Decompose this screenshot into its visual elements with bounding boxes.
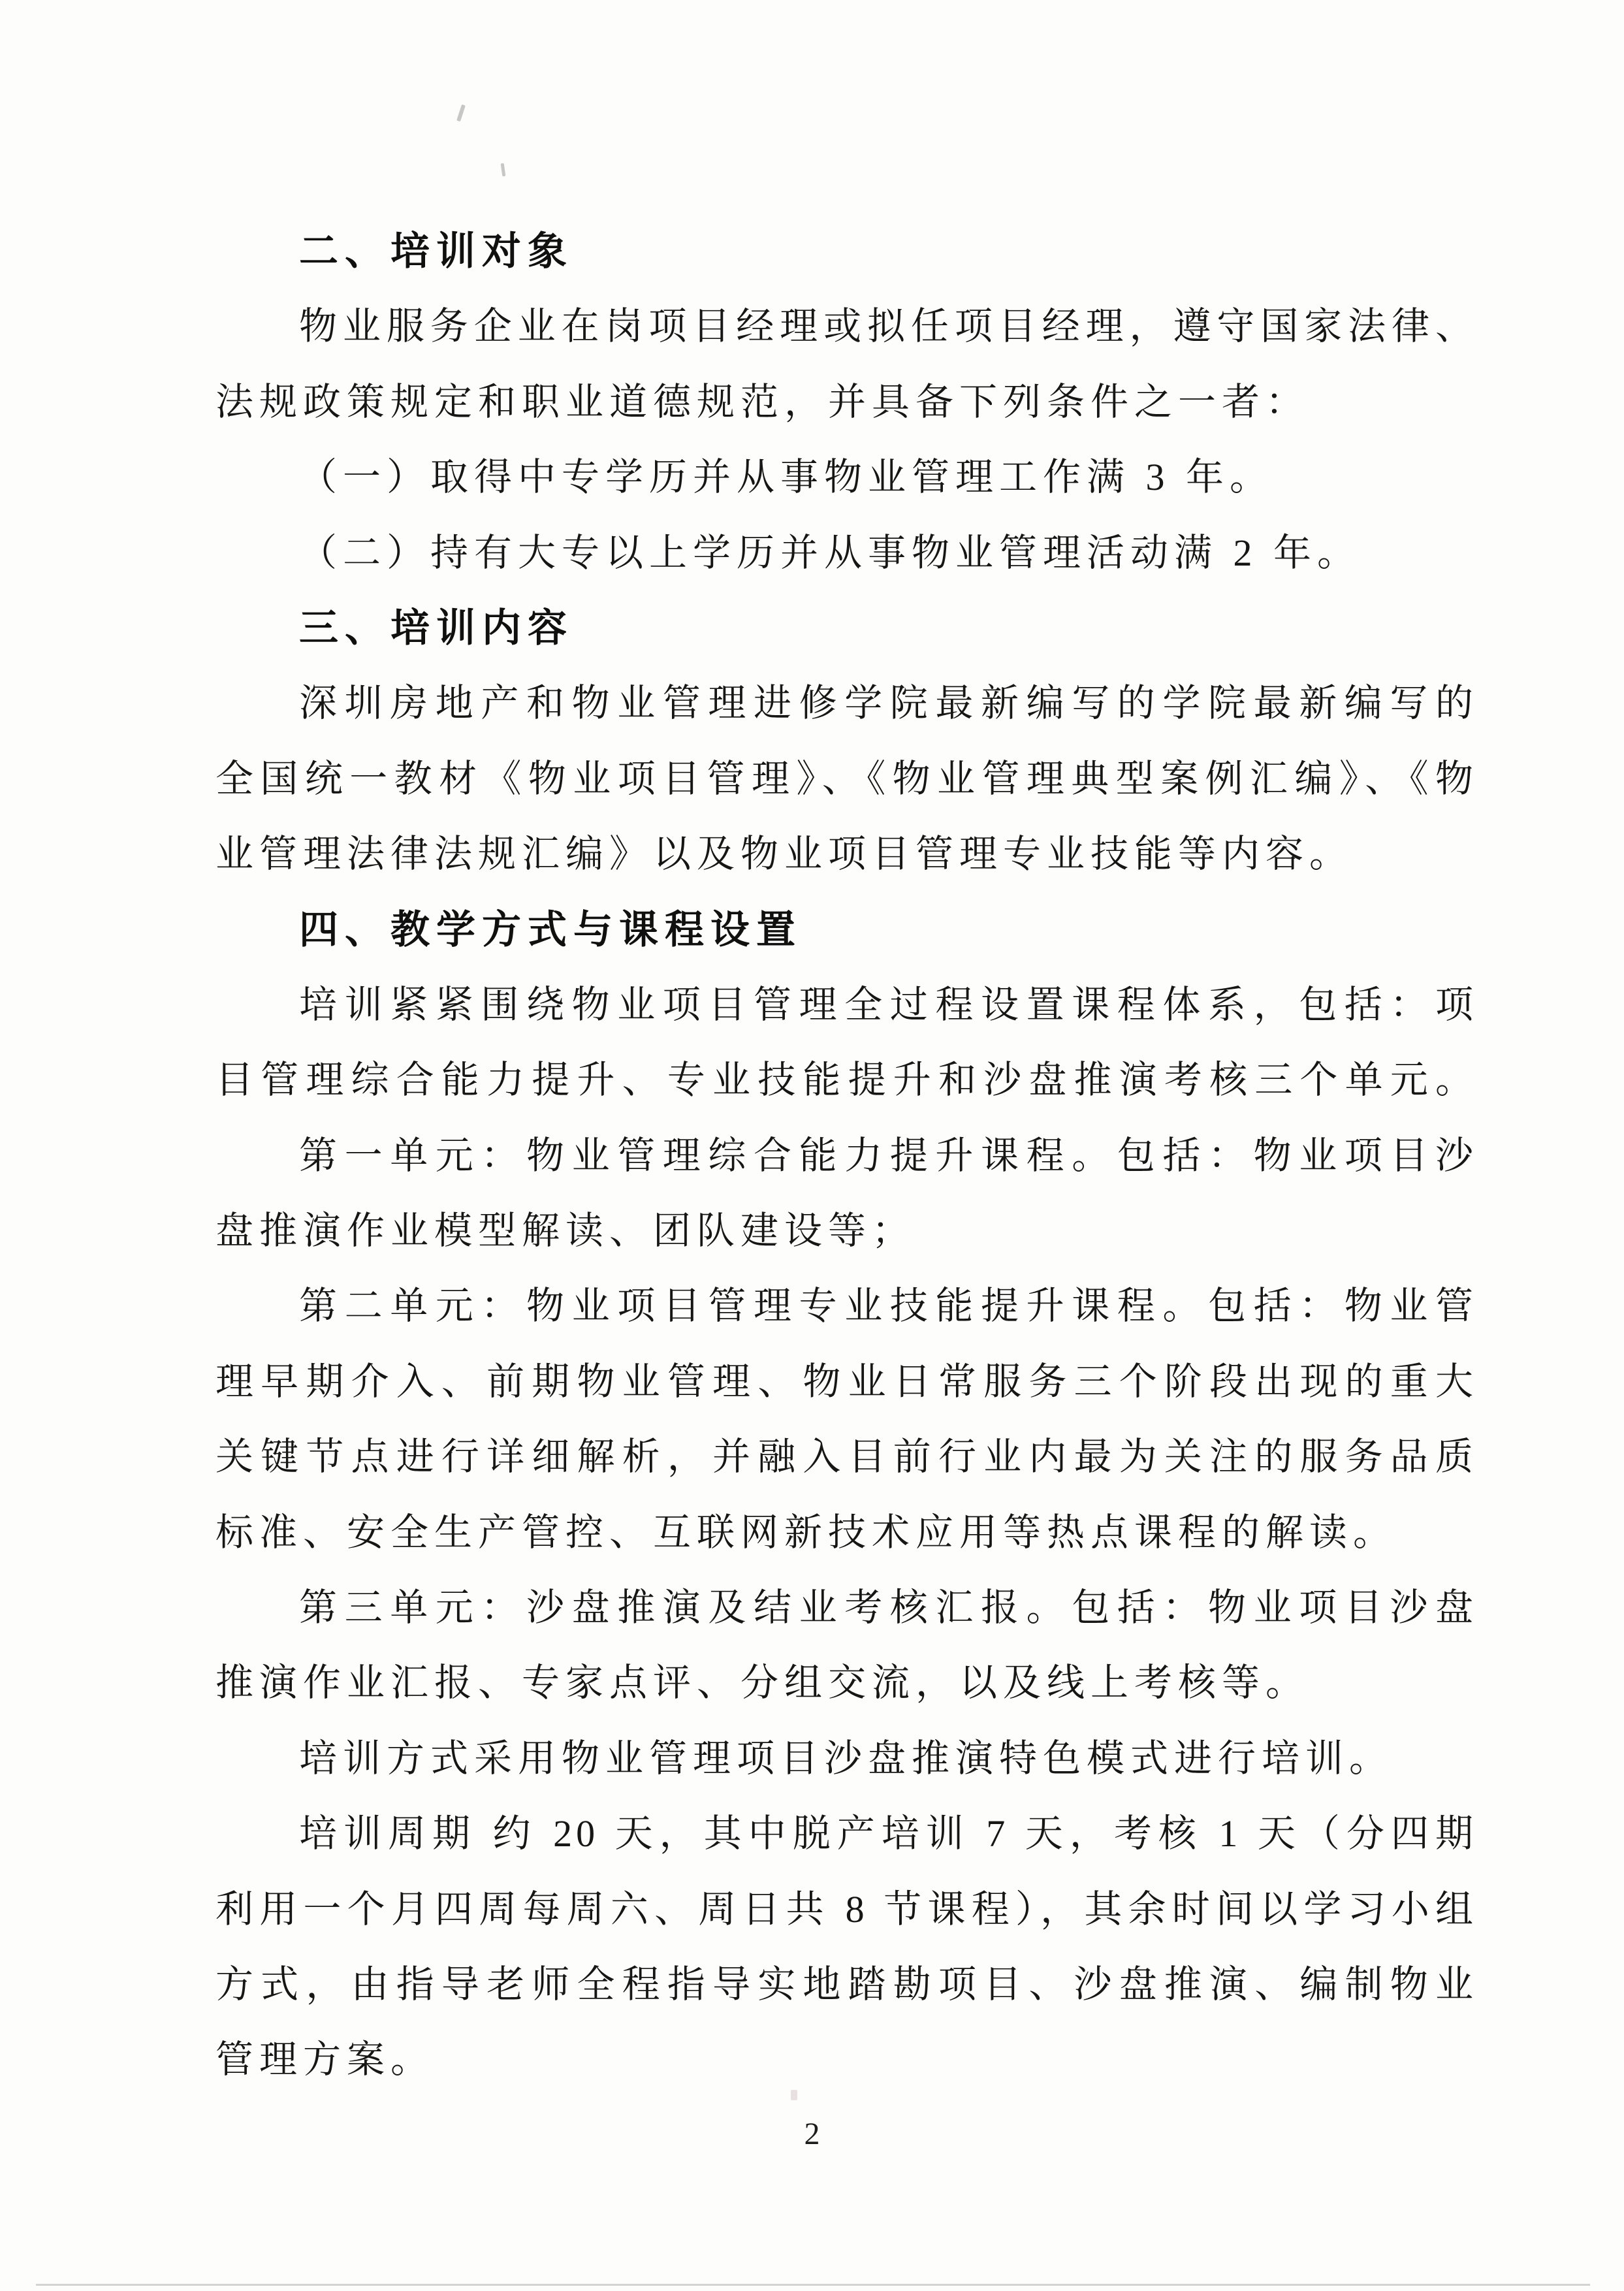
text-line: （二）持有大专以上学历并从事物业管理活动满 2 年。 <box>299 531 1361 574</box>
text-line: 第二单元：物业项目管理专业技能提升课程。包括：物业管 <box>299 1285 1477 1328</box>
scan-artifact <box>791 2090 797 2100</box>
text-line: 全国统一教材《物业项目管理》、《物业管理典型案例汇编》、《物 <box>215 757 1477 800</box>
text-line: 深圳房地产和物业管理进修学院最新编写的学院最新编写的 <box>299 682 1477 725</box>
section-heading-training-content: 三、培训内容 <box>299 605 573 650</box>
text-line: （一）取得中专学历并从事物业管理工作满 3 年。 <box>299 456 1274 499</box>
text-line: 理早期介入、前期物业管理、物业日常服务三个阶段出现的重大 <box>215 1360 1477 1403</box>
text-line: 业管理法律法规汇编》以及物业项目管理专业技能等内容。 <box>215 833 1354 876</box>
scan-artifact <box>456 104 466 122</box>
text-line: 目管理综合能力提升、专业技能提升和沙盘推演考核三个单元。 <box>215 1059 1477 1102</box>
text-line: 培训紧紧围绕物业项目管理全过程设置课程体系，包括：项 <box>299 983 1477 1026</box>
scan-edge-shadow <box>36 2284 1590 2286</box>
scan-artifact <box>501 163 506 177</box>
text-line: 管理方案。 <box>215 2038 435 2081</box>
text-line: 法规政策规定和职业道德规范，并具备下列条件之一者： <box>215 380 1310 423</box>
text-line: 第三单元：沙盘推演及结业考核汇报。包括：物业项目沙盘 <box>299 1586 1477 1629</box>
text-line: 第一单元：物业管理综合能力提升课程。包括：物业项目沙 <box>299 1134 1477 1177</box>
text-line: 培训周期 约 20 天，其中脱产培训 7 天，考核 1 天（分四期 <box>299 1812 1477 1855</box>
text-line: 关键节点进行详细解析，并融入目前行业内最为关注的服务品质 <box>215 1435 1477 1479</box>
text-line: 盘推演作业模型解读、团队建设等； <box>215 1210 916 1253</box>
text-line: 物业服务企业在岗项目经理或拟任项目经理，遵守国家法律、 <box>299 305 1477 348</box>
text-line: 方式，由指导老师全程指导实地踏勘项目、沙盘推演、编制物业 <box>215 1963 1477 2006</box>
section-heading-teaching-method: 四、教学方式与课程设置 <box>299 907 802 952</box>
section-heading-training-target: 二、培训对象 <box>299 229 573 273</box>
text-line: 培训方式采用物业管理项目沙盘推演特色模式进行培训。 <box>299 1737 1393 1780</box>
text-line: 标准、安全生产管控、互联网新技术应用等热点课程的解读。 <box>215 1511 1397 1554</box>
text-line: 利用一个月四周每周六、周日共 8 节课程），其余时间以学习小组 <box>215 1887 1477 1931</box>
text-line: 推演作业汇报、专家点评、分组交流，以及线上考核等。 <box>215 1661 1310 1705</box>
page-number: 2 <box>804 2117 820 2151</box>
document-body <box>215 214 1477 2098</box>
